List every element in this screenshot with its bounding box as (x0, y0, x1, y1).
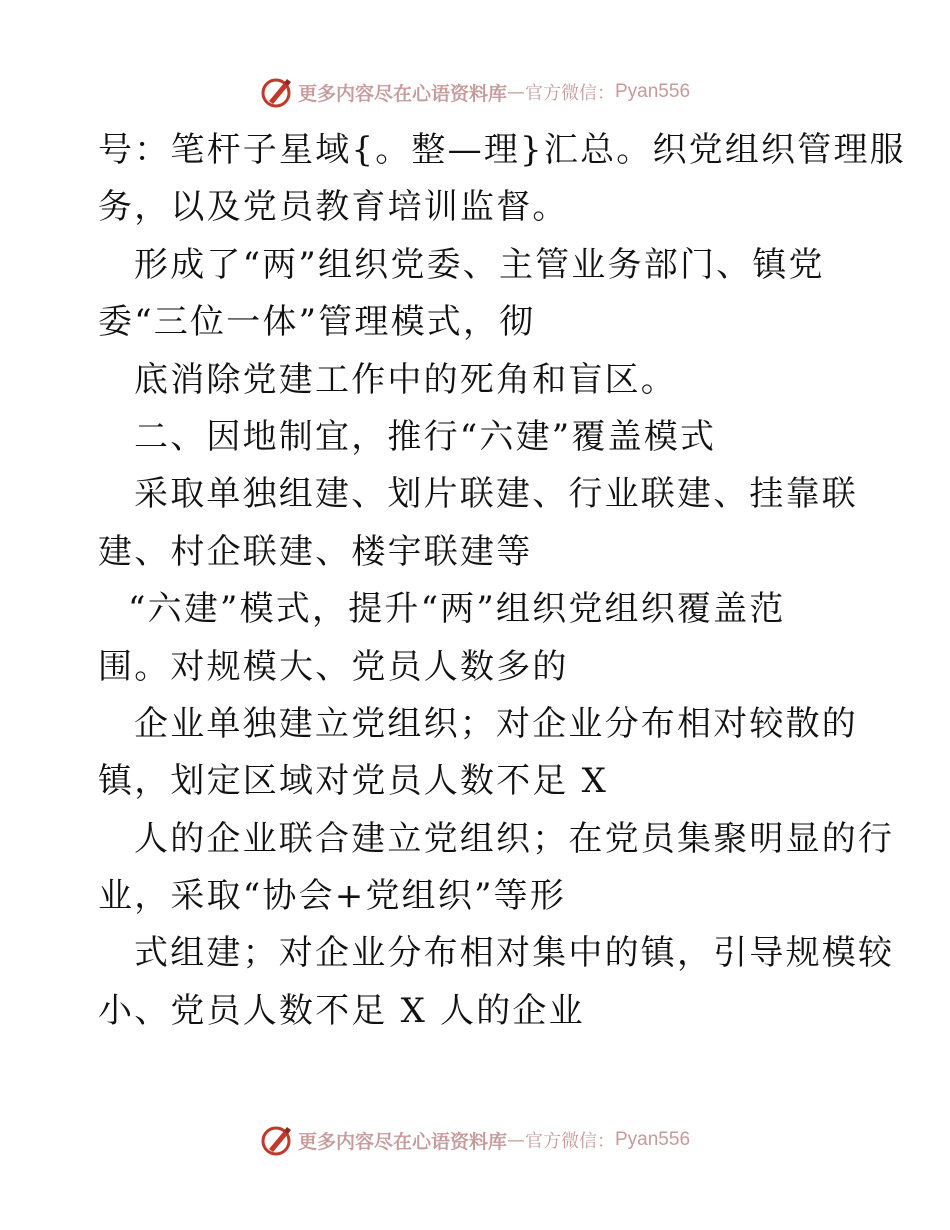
text-line: 围。对规模大、党员人数多的 (98, 646, 569, 687)
section-heading: 二、因地制宜，推行“六建”覆盖模式 (134, 416, 717, 457)
watermark-sub-text: 官方微信： (525, 1131, 615, 1152)
text-line: 务，以及党员教育培训监督。 (98, 187, 569, 228)
text-line: 镇，划定区域对党员人数不足 X (98, 761, 609, 802)
watermark-wechat-id: Pyan556 (615, 81, 691, 102)
text-line: 人的企业联合建立党组织；在党员集聚明显的行 (134, 818, 895, 859)
pen-logo-icon (260, 75, 294, 109)
watermark-dash: — (507, 1129, 525, 1151)
text-line: “六建”模式，提升“两”组织党组织覆盖范 (128, 589, 786, 630)
watermark-main-text: 更多内容尽在心语资料库 (297, 1130, 507, 1153)
document-body (98, 122, 906, 1040)
watermark-dash: — (507, 81, 525, 103)
text-line: 业，采取“协会+党组织”等形 (98, 876, 567, 917)
pen-logo-icon (260, 1123, 294, 1157)
text-line: 采取单独组建、划片联建、行业联建、挂靠联 (134, 474, 858, 515)
text-line: 委“三位一体”管理模式，彻 (98, 302, 536, 343)
footer-watermark (0, 1120, 950, 1160)
watermark-wechat-id: Pyan556 (615, 1129, 691, 1150)
watermark-main-text: 更多内容尽在心语资料库 (297, 82, 507, 105)
header-watermark (0, 72, 950, 112)
text-line: 式组建；对企业分布相对集中的镇，引导规模较 (134, 933, 895, 974)
text-line: 小、党员人数不足 X 人的企业 (98, 990, 585, 1031)
text-line: 企业单独建立党组织；对企业分布相对较散的 (134, 703, 858, 744)
watermark-sub-text: 官方微信： (525, 83, 615, 104)
text-line: 号：笔杆子星域{。整—理}汇总。织党组织管理服 (98, 130, 906, 170)
text-line: 形成了“两”组织党委、主管业务部门、镇党 (134, 244, 825, 285)
text-line: 底消除党建工作中的死角和盲区。 (134, 359, 677, 400)
text-line: 建、村企联建、楼宇联建等 (98, 531, 533, 572)
